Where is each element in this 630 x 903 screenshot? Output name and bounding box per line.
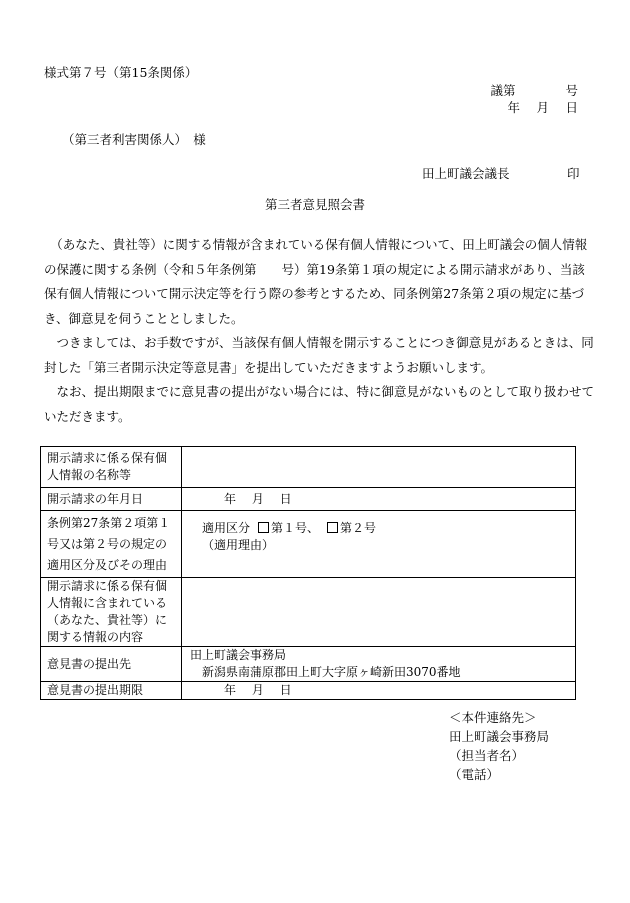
information-table (40, 446, 576, 700)
classification-options (202, 520, 569, 537)
checkbox-option-2[interactable] (327, 522, 338, 533)
seal-mark: 印 (567, 166, 580, 181)
para2-line: つきましては、お手数ですが、当該保有個人情報を開示することにつき御意見があるときは、同 (44, 335, 594, 350)
table-row (41, 447, 576, 488)
row-value-info-content (182, 578, 576, 647)
row-label-info-name: 開示請求に係る保有個人情報の名称等 (41, 447, 182, 488)
option-2-label: 第２号 (340, 521, 377, 535)
option-1-label: 第１号、 (271, 521, 320, 535)
row-value-submission-address (182, 647, 576, 682)
classification-reason: （適用理由） (202, 538, 275, 552)
sender-title: 田上町議会議長 (422, 166, 510, 181)
table-row (41, 488, 576, 511)
row-value-request-date: 年 月 日 (182, 488, 576, 511)
para1-line: （あなた、貴社等）に関する情報が含まれている保有個人情報について、田上町議会の個人情報 (44, 237, 588, 252)
contact-heading: ＜本件連絡先＞ (449, 710, 537, 725)
contact-person: （担当者名） (449, 748, 525, 763)
submission-office: 田上町議会事務局 (190, 648, 287, 662)
row-label-submission-address: 意見書の提出先 (41, 647, 182, 682)
classification-prefix: 適用区分 (202, 521, 251, 535)
document-date: 年 月 日 (507, 100, 578, 115)
para1-line: の保護に関する条例（令和５年条例第 号）第19条第１項の規定による開示請求があり、当該 (44, 261, 585, 277)
submission-address: 新潟県南蒲原郡田上町大字原ヶ崎新田3070番地 (202, 665, 461, 679)
contact-office: 田上町議会事務局 (449, 729, 550, 744)
document-title: 第三者意見照会書 (264, 197, 365, 212)
row-value-info-name (182, 447, 576, 488)
para1-line: 保有個人情報について開示決定等を行う際の参考とするため、同条例第27条第２項の規定に基づ (44, 286, 585, 301)
table-row (41, 511, 576, 578)
checkbox-option-1[interactable] (258, 522, 269, 533)
contact-phone: （電話） (449, 767, 500, 782)
table-row (41, 682, 576, 700)
document-number: 議第 号 (490, 83, 578, 98)
para1-line: き、御意見を伺うこととしました。 (44, 310, 244, 326)
row-label-deadline: 意見書の提出期限 (41, 682, 182, 700)
row-label-classification: 条例第27条第２項第１号又は第２号の規定の適用区分及びその理由 (41, 511, 182, 578)
body-paragraph-2 (44, 331, 594, 380)
para3-line: なお、提出期限までに意見書の提出がない場合には、特に御意見がないものとして取り扱わせて (44, 384, 595, 399)
row-value-classification (182, 511, 576, 578)
contact-block (449, 708, 549, 784)
para3-line: いただきます。 (44, 408, 131, 424)
body-paragraph-3 (44, 380, 595, 429)
row-label-request-date: 開示請求の年月日 (41, 488, 182, 511)
form-number: 様式第７号（第15条関係） (44, 65, 198, 80)
body-paragraph-1 (44, 233, 588, 331)
para2-line: 封した「第三者開示決定等意見書」を提出していただきますようお願いします。 (44, 359, 494, 375)
row-value-deadline: 年 月 日 (182, 682, 576, 700)
row-label-info-content: 開示請求に係る保有個人情報に含まれている（あなた、貴社等）に関する情報の内容 (41, 578, 182, 647)
table-row (41, 647, 576, 682)
table-row (41, 578, 576, 647)
addressee: （第三者利害関係人） 様 (62, 132, 206, 147)
